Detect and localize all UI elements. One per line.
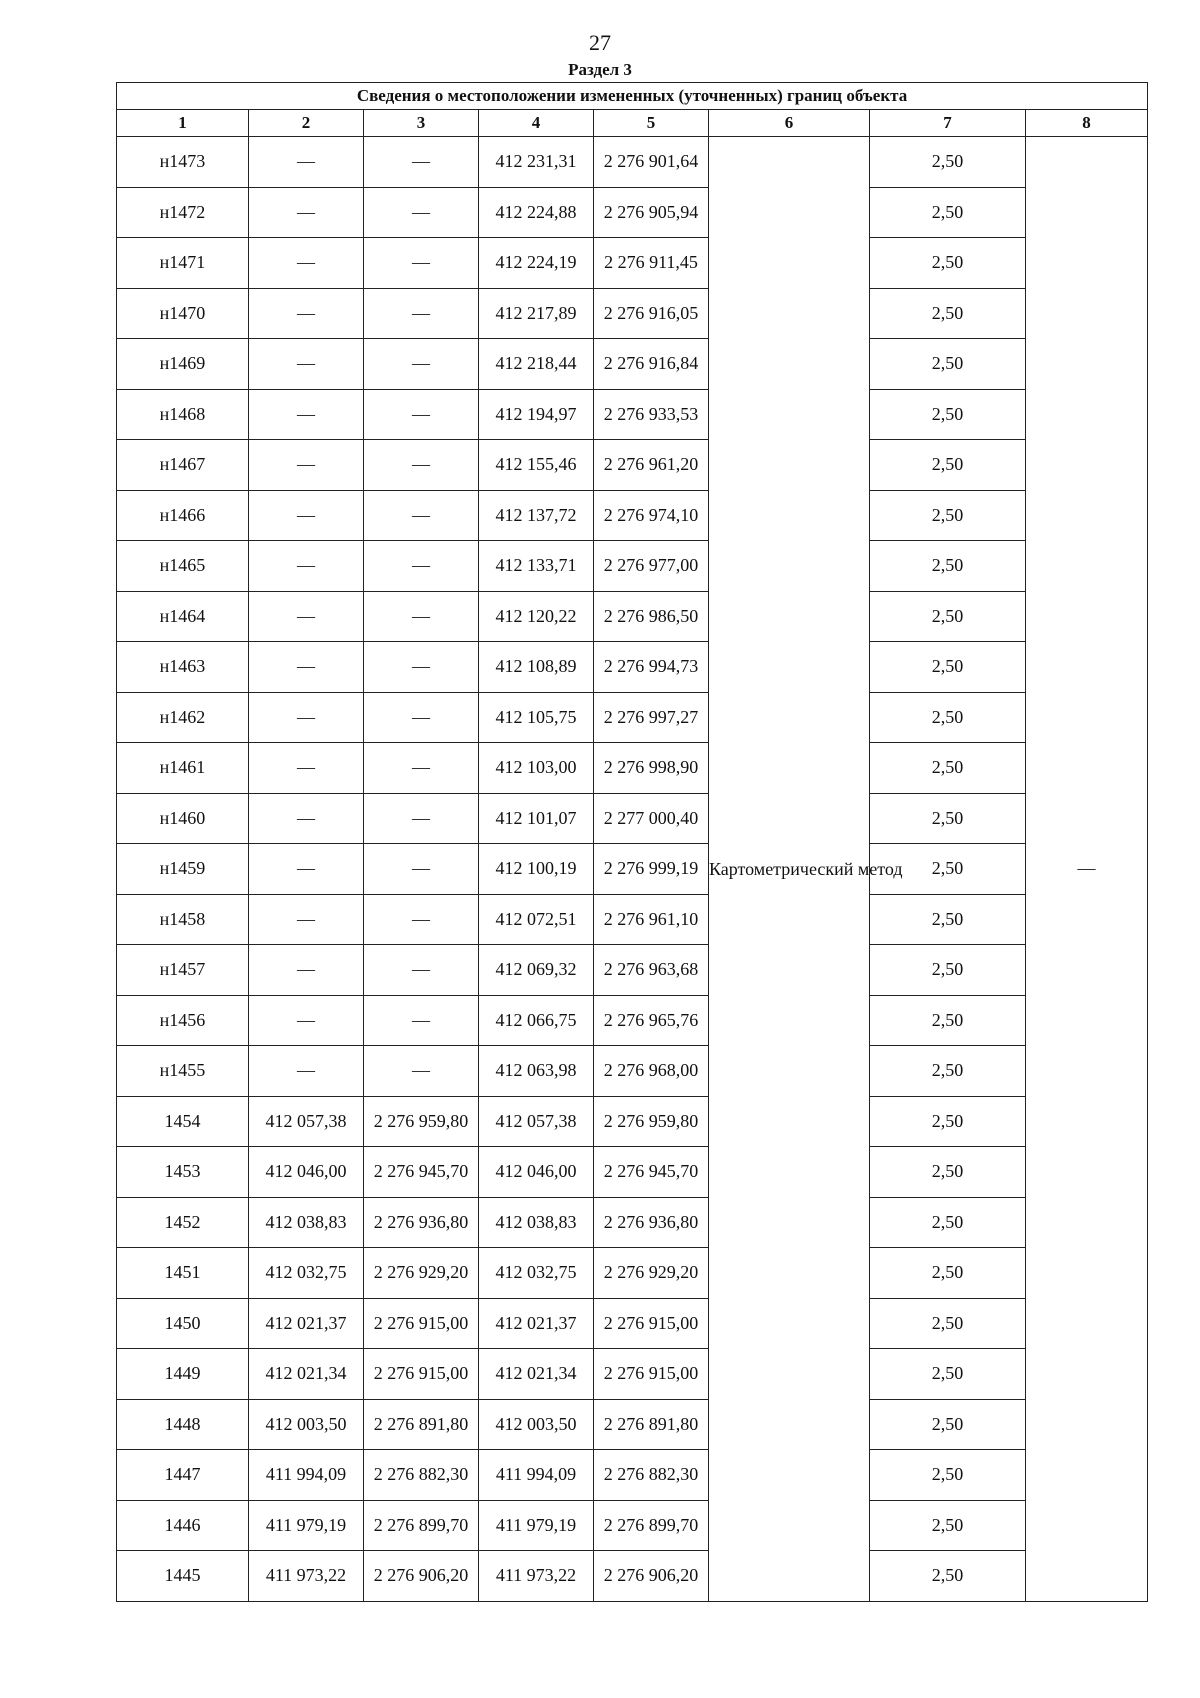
new-x-cell: 411 994,09 bbox=[479, 1450, 594, 1501]
accuracy-cell: 2,50 bbox=[870, 793, 1026, 844]
accuracy-cell: 2,50 bbox=[870, 844, 1026, 895]
existing-y-cell: — bbox=[364, 945, 479, 996]
table-caption: Сведения о местоположении измененных (уточненных) границ объекта bbox=[117, 83, 1148, 110]
column-number: 3 bbox=[364, 110, 479, 137]
new-x-cell: 412 224,88 bbox=[479, 187, 594, 238]
existing-x-cell: 412 057,38 bbox=[249, 1096, 364, 1147]
section-title: Раздел 3 bbox=[568, 60, 632, 79]
table-row bbox=[117, 844, 1148, 895]
new-x-cell: 411 979,19 bbox=[479, 1500, 594, 1551]
existing-y-cell: 2 276 936,80 bbox=[364, 1197, 479, 1248]
existing-x-cell: — bbox=[249, 440, 364, 491]
table-row bbox=[117, 238, 1148, 289]
existing-y-cell: — bbox=[364, 238, 479, 289]
existing-y-cell: — bbox=[364, 187, 479, 238]
new-x-cell: 412 105,75 bbox=[479, 692, 594, 743]
existing-y-cell: — bbox=[364, 591, 479, 642]
point-id-cell: н1473 bbox=[117, 137, 249, 188]
column-number: 7 bbox=[870, 110, 1026, 137]
new-y-cell: 2 277 000,40 bbox=[594, 793, 709, 844]
new-y-cell: 2 276 899,70 bbox=[594, 1500, 709, 1551]
new-x-cell: 412 155,46 bbox=[479, 440, 594, 491]
accuracy-cell: 2,50 bbox=[870, 1197, 1026, 1248]
point-id-cell: н1460 bbox=[117, 793, 249, 844]
table-row bbox=[117, 490, 1148, 541]
method-cell: Картометрический метод bbox=[709, 137, 870, 1602]
accuracy-cell: 2,50 bbox=[870, 1399, 1026, 1450]
point-id-cell: 1450 bbox=[117, 1298, 249, 1349]
existing-x-cell: — bbox=[249, 541, 364, 592]
table-row bbox=[117, 743, 1148, 794]
point-id-cell: н1455 bbox=[117, 1046, 249, 1097]
column-number: 8 bbox=[1026, 110, 1148, 137]
point-id-cell: 1449 bbox=[117, 1349, 249, 1400]
existing-x-cell: — bbox=[249, 894, 364, 945]
new-x-cell: 411 973,22 bbox=[479, 1551, 594, 1602]
new-y-cell: 2 276 997,27 bbox=[594, 692, 709, 743]
new-y-cell: 2 276 916,05 bbox=[594, 288, 709, 339]
point-id-cell: 1446 bbox=[117, 1500, 249, 1551]
existing-y-cell: 2 276 882,30 bbox=[364, 1450, 479, 1501]
table-row bbox=[117, 1248, 1148, 1299]
new-y-cell: 2 276 906,20 bbox=[594, 1551, 709, 1602]
existing-y-cell: — bbox=[364, 793, 479, 844]
table-row bbox=[117, 1551, 1148, 1602]
new-x-cell: 412 003,50 bbox=[479, 1399, 594, 1450]
point-id-cell: н1464 bbox=[117, 591, 249, 642]
column-number: 2 bbox=[249, 110, 364, 137]
existing-x-cell: 412 032,75 bbox=[249, 1248, 364, 1299]
accuracy-cell: 2,50 bbox=[870, 490, 1026, 541]
existing-y-cell: — bbox=[364, 541, 479, 592]
accuracy-cell: 2,50 bbox=[870, 187, 1026, 238]
point-id-cell: 1453 bbox=[117, 1147, 249, 1198]
new-y-cell: 2 276 961,20 bbox=[594, 440, 709, 491]
new-y-cell: 2 276 901,64 bbox=[594, 137, 709, 188]
new-y-cell: 2 276 959,80 bbox=[594, 1096, 709, 1147]
point-id-cell: н1469 bbox=[117, 339, 249, 390]
existing-x-cell: 412 021,37 bbox=[249, 1298, 364, 1349]
new-x-cell: 412 066,75 bbox=[479, 995, 594, 1046]
column-8-cell: — bbox=[1026, 137, 1148, 1602]
existing-x-cell: — bbox=[249, 995, 364, 1046]
table-row bbox=[117, 793, 1148, 844]
new-x-cell: 412 218,44 bbox=[479, 339, 594, 390]
table-row bbox=[117, 642, 1148, 693]
accuracy-cell: 2,50 bbox=[870, 1046, 1026, 1097]
point-id-cell: н1467 bbox=[117, 440, 249, 491]
existing-y-cell: — bbox=[364, 894, 479, 945]
existing-y-cell: 2 276 945,70 bbox=[364, 1147, 479, 1198]
existing-y-cell: — bbox=[364, 1046, 479, 1097]
new-x-cell: 412 072,51 bbox=[479, 894, 594, 945]
accuracy-cell: 2,50 bbox=[870, 692, 1026, 743]
new-y-cell: 2 276 963,68 bbox=[594, 945, 709, 996]
existing-y-cell: 2 276 915,00 bbox=[364, 1349, 479, 1400]
table-row bbox=[117, 440, 1148, 491]
existing-x-cell: — bbox=[249, 945, 364, 996]
table-row bbox=[117, 1500, 1148, 1551]
new-y-cell: 2 276 945,70 bbox=[594, 1147, 709, 1198]
new-y-cell: 2 276 915,00 bbox=[594, 1349, 709, 1400]
new-x-cell: 412 103,00 bbox=[479, 743, 594, 794]
new-y-cell: 2 276 916,84 bbox=[594, 339, 709, 390]
existing-x-cell: — bbox=[249, 339, 364, 390]
existing-x-cell: 412 038,83 bbox=[249, 1197, 364, 1248]
point-id-cell: н1462 bbox=[117, 692, 249, 743]
existing-y-cell: 2 276 915,00 bbox=[364, 1298, 479, 1349]
point-id-cell: н1461 bbox=[117, 743, 249, 794]
existing-x-cell: — bbox=[249, 389, 364, 440]
existing-x-cell: — bbox=[249, 793, 364, 844]
accuracy-cell: 2,50 bbox=[870, 743, 1026, 794]
existing-x-cell: 411 994,09 bbox=[249, 1450, 364, 1501]
point-id-cell: 1451 bbox=[117, 1248, 249, 1299]
accuracy-cell: 2,50 bbox=[870, 339, 1026, 390]
new-x-cell: 412 224,19 bbox=[479, 238, 594, 289]
new-x-cell: 412 069,32 bbox=[479, 945, 594, 996]
page-number: 27 bbox=[589, 30, 611, 55]
table-row bbox=[117, 389, 1148, 440]
new-y-cell: 2 276 882,30 bbox=[594, 1450, 709, 1501]
accuracy-cell: 2,50 bbox=[870, 238, 1026, 289]
point-id-cell: н1458 bbox=[117, 894, 249, 945]
new-x-cell: 412 046,00 bbox=[479, 1147, 594, 1198]
table-row bbox=[117, 187, 1148, 238]
new-y-cell: 2 276 905,94 bbox=[594, 187, 709, 238]
point-id-cell: н1466 bbox=[117, 490, 249, 541]
existing-x-cell: — bbox=[249, 490, 364, 541]
existing-y-cell: — bbox=[364, 137, 479, 188]
table-row bbox=[117, 1450, 1148, 1501]
existing-x-cell: 412 003,50 bbox=[249, 1399, 364, 1450]
existing-y-cell: 2 276 959,80 bbox=[364, 1096, 479, 1147]
existing-x-cell: — bbox=[249, 844, 364, 895]
new-x-cell: 412 063,98 bbox=[479, 1046, 594, 1097]
existing-x-cell: — bbox=[249, 288, 364, 339]
new-x-cell: 412 038,83 bbox=[479, 1197, 594, 1248]
new-y-cell: 2 276 891,80 bbox=[594, 1399, 709, 1450]
existing-y-cell: — bbox=[364, 339, 479, 390]
existing-y-cell: — bbox=[364, 490, 479, 541]
point-id-cell: н1465 bbox=[117, 541, 249, 592]
table-row bbox=[117, 339, 1148, 390]
accuracy-cell: 2,50 bbox=[870, 1147, 1026, 1198]
new-x-cell: 412 108,89 bbox=[479, 642, 594, 693]
point-id-cell: н1459 bbox=[117, 844, 249, 895]
accuracy-cell: 2,50 bbox=[870, 642, 1026, 693]
accuracy-cell: 2,50 bbox=[870, 591, 1026, 642]
accuracy-cell: 2,50 bbox=[870, 137, 1026, 188]
new-x-cell: 412 194,97 bbox=[479, 389, 594, 440]
new-x-cell: 412 137,72 bbox=[479, 490, 594, 541]
existing-y-cell: — bbox=[364, 844, 479, 895]
table-row bbox=[117, 894, 1148, 945]
new-x-cell: 412 021,34 bbox=[479, 1349, 594, 1400]
existing-y-cell: 2 276 929,20 bbox=[364, 1248, 479, 1299]
point-id-cell: 1448 bbox=[117, 1399, 249, 1450]
existing-x-cell: — bbox=[249, 187, 364, 238]
new-y-cell: 2 276 915,00 bbox=[594, 1298, 709, 1349]
accuracy-cell: 2,50 bbox=[870, 1298, 1026, 1349]
new-y-cell: 2 276 961,10 bbox=[594, 894, 709, 945]
accuracy-cell: 2,50 bbox=[870, 1500, 1026, 1551]
existing-y-cell: — bbox=[364, 389, 479, 440]
new-x-cell: 412 231,31 bbox=[479, 137, 594, 188]
point-id-cell: н1470 bbox=[117, 288, 249, 339]
new-x-cell: 412 100,19 bbox=[479, 844, 594, 895]
existing-y-cell: — bbox=[364, 995, 479, 1046]
new-y-cell: 2 276 929,20 bbox=[594, 1248, 709, 1299]
accuracy-cell: 2,50 bbox=[870, 440, 1026, 491]
accuracy-cell: 2,50 bbox=[870, 995, 1026, 1046]
table-row bbox=[117, 1298, 1148, 1349]
new-x-cell: 412 217,89 bbox=[479, 288, 594, 339]
table-row bbox=[117, 692, 1148, 743]
accuracy-cell: 2,50 bbox=[870, 1349, 1026, 1400]
accuracy-cell: 2,50 bbox=[870, 1450, 1026, 1501]
new-y-cell: 2 276 998,90 bbox=[594, 743, 709, 794]
new-x-cell: 412 120,22 bbox=[479, 591, 594, 642]
existing-y-cell: 2 276 891,80 bbox=[364, 1399, 479, 1450]
new-y-cell: 2 276 965,76 bbox=[594, 995, 709, 1046]
point-id-cell: н1471 bbox=[117, 238, 249, 289]
table-row bbox=[117, 1046, 1148, 1097]
column-number: 4 bbox=[479, 110, 594, 137]
existing-x-cell: — bbox=[249, 137, 364, 188]
existing-x-cell: 411 979,19 bbox=[249, 1500, 364, 1551]
new-x-cell: 412 021,37 bbox=[479, 1298, 594, 1349]
column-number-row bbox=[117, 110, 1148, 137]
new-x-cell: 412 133,71 bbox=[479, 541, 594, 592]
new-y-cell: 2 276 968,00 bbox=[594, 1046, 709, 1097]
accuracy-cell: 2,50 bbox=[870, 288, 1026, 339]
table-row bbox=[117, 1197, 1148, 1248]
existing-x-cell: — bbox=[249, 743, 364, 794]
boundary-table bbox=[116, 82, 1148, 1602]
table-row bbox=[117, 1147, 1148, 1198]
new-y-cell: 2 276 994,73 bbox=[594, 642, 709, 693]
accuracy-cell: 2,50 bbox=[870, 945, 1026, 996]
existing-x-cell: 411 973,22 bbox=[249, 1551, 364, 1602]
new-x-cell: 412 032,75 bbox=[479, 1248, 594, 1299]
table-row bbox=[117, 1349, 1148, 1400]
point-id-cell: н1468 bbox=[117, 389, 249, 440]
existing-y-cell: — bbox=[364, 692, 479, 743]
accuracy-cell: 2,50 bbox=[870, 389, 1026, 440]
point-id-cell: н1463 bbox=[117, 642, 249, 693]
new-y-cell: 2 276 911,45 bbox=[594, 238, 709, 289]
table-row bbox=[117, 945, 1148, 996]
accuracy-cell: 2,50 bbox=[870, 1096, 1026, 1147]
point-id-cell: н1472 bbox=[117, 187, 249, 238]
table-row bbox=[117, 137, 1148, 188]
accuracy-cell: 2,50 bbox=[870, 541, 1026, 592]
existing-y-cell: — bbox=[364, 440, 479, 491]
new-y-cell: 2 276 936,80 bbox=[594, 1197, 709, 1248]
existing-x-cell: — bbox=[249, 1046, 364, 1097]
existing-x-cell: 412 046,00 bbox=[249, 1147, 364, 1198]
table-row bbox=[117, 541, 1148, 592]
new-x-cell: 412 101,07 bbox=[479, 793, 594, 844]
column-number: 1 bbox=[117, 110, 249, 137]
column-number: 5 bbox=[594, 110, 709, 137]
new-y-cell: 2 276 986,50 bbox=[594, 591, 709, 642]
existing-x-cell: — bbox=[249, 692, 364, 743]
new-y-cell: 2 276 977,00 bbox=[594, 541, 709, 592]
existing-x-cell: — bbox=[249, 238, 364, 289]
point-id-cell: н1457 bbox=[117, 945, 249, 996]
existing-y-cell: 2 276 906,20 bbox=[364, 1551, 479, 1602]
point-id-cell: 1445 bbox=[117, 1551, 249, 1602]
existing-x-cell: — bbox=[249, 642, 364, 693]
point-id-cell: 1454 bbox=[117, 1096, 249, 1147]
table-row bbox=[117, 1399, 1148, 1450]
table-row bbox=[117, 288, 1148, 339]
new-x-cell: 412 057,38 bbox=[479, 1096, 594, 1147]
new-y-cell: 2 276 999,19 bbox=[594, 844, 709, 895]
existing-y-cell: — bbox=[364, 743, 479, 794]
existing-y-cell: 2 276 899,70 bbox=[364, 1500, 479, 1551]
accuracy-cell: 2,50 bbox=[870, 1551, 1026, 1602]
table-row bbox=[117, 995, 1148, 1046]
column-number: 6 bbox=[709, 110, 870, 137]
table-body bbox=[117, 137, 1148, 1602]
accuracy-cell: 2,50 bbox=[870, 894, 1026, 945]
existing-x-cell: 412 021,34 bbox=[249, 1349, 364, 1400]
new-y-cell: 2 276 933,53 bbox=[594, 389, 709, 440]
accuracy-cell: 2,50 bbox=[870, 1248, 1026, 1299]
point-id-cell: 1452 bbox=[117, 1197, 249, 1248]
point-id-cell: н1456 bbox=[117, 995, 249, 1046]
new-y-cell: 2 276 974,10 bbox=[594, 490, 709, 541]
existing-y-cell: — bbox=[364, 288, 479, 339]
table-row bbox=[117, 1096, 1148, 1147]
table-row bbox=[117, 591, 1148, 642]
existing-y-cell: — bbox=[364, 642, 479, 693]
point-id-cell: 1447 bbox=[117, 1450, 249, 1501]
existing-x-cell: — bbox=[249, 591, 364, 642]
